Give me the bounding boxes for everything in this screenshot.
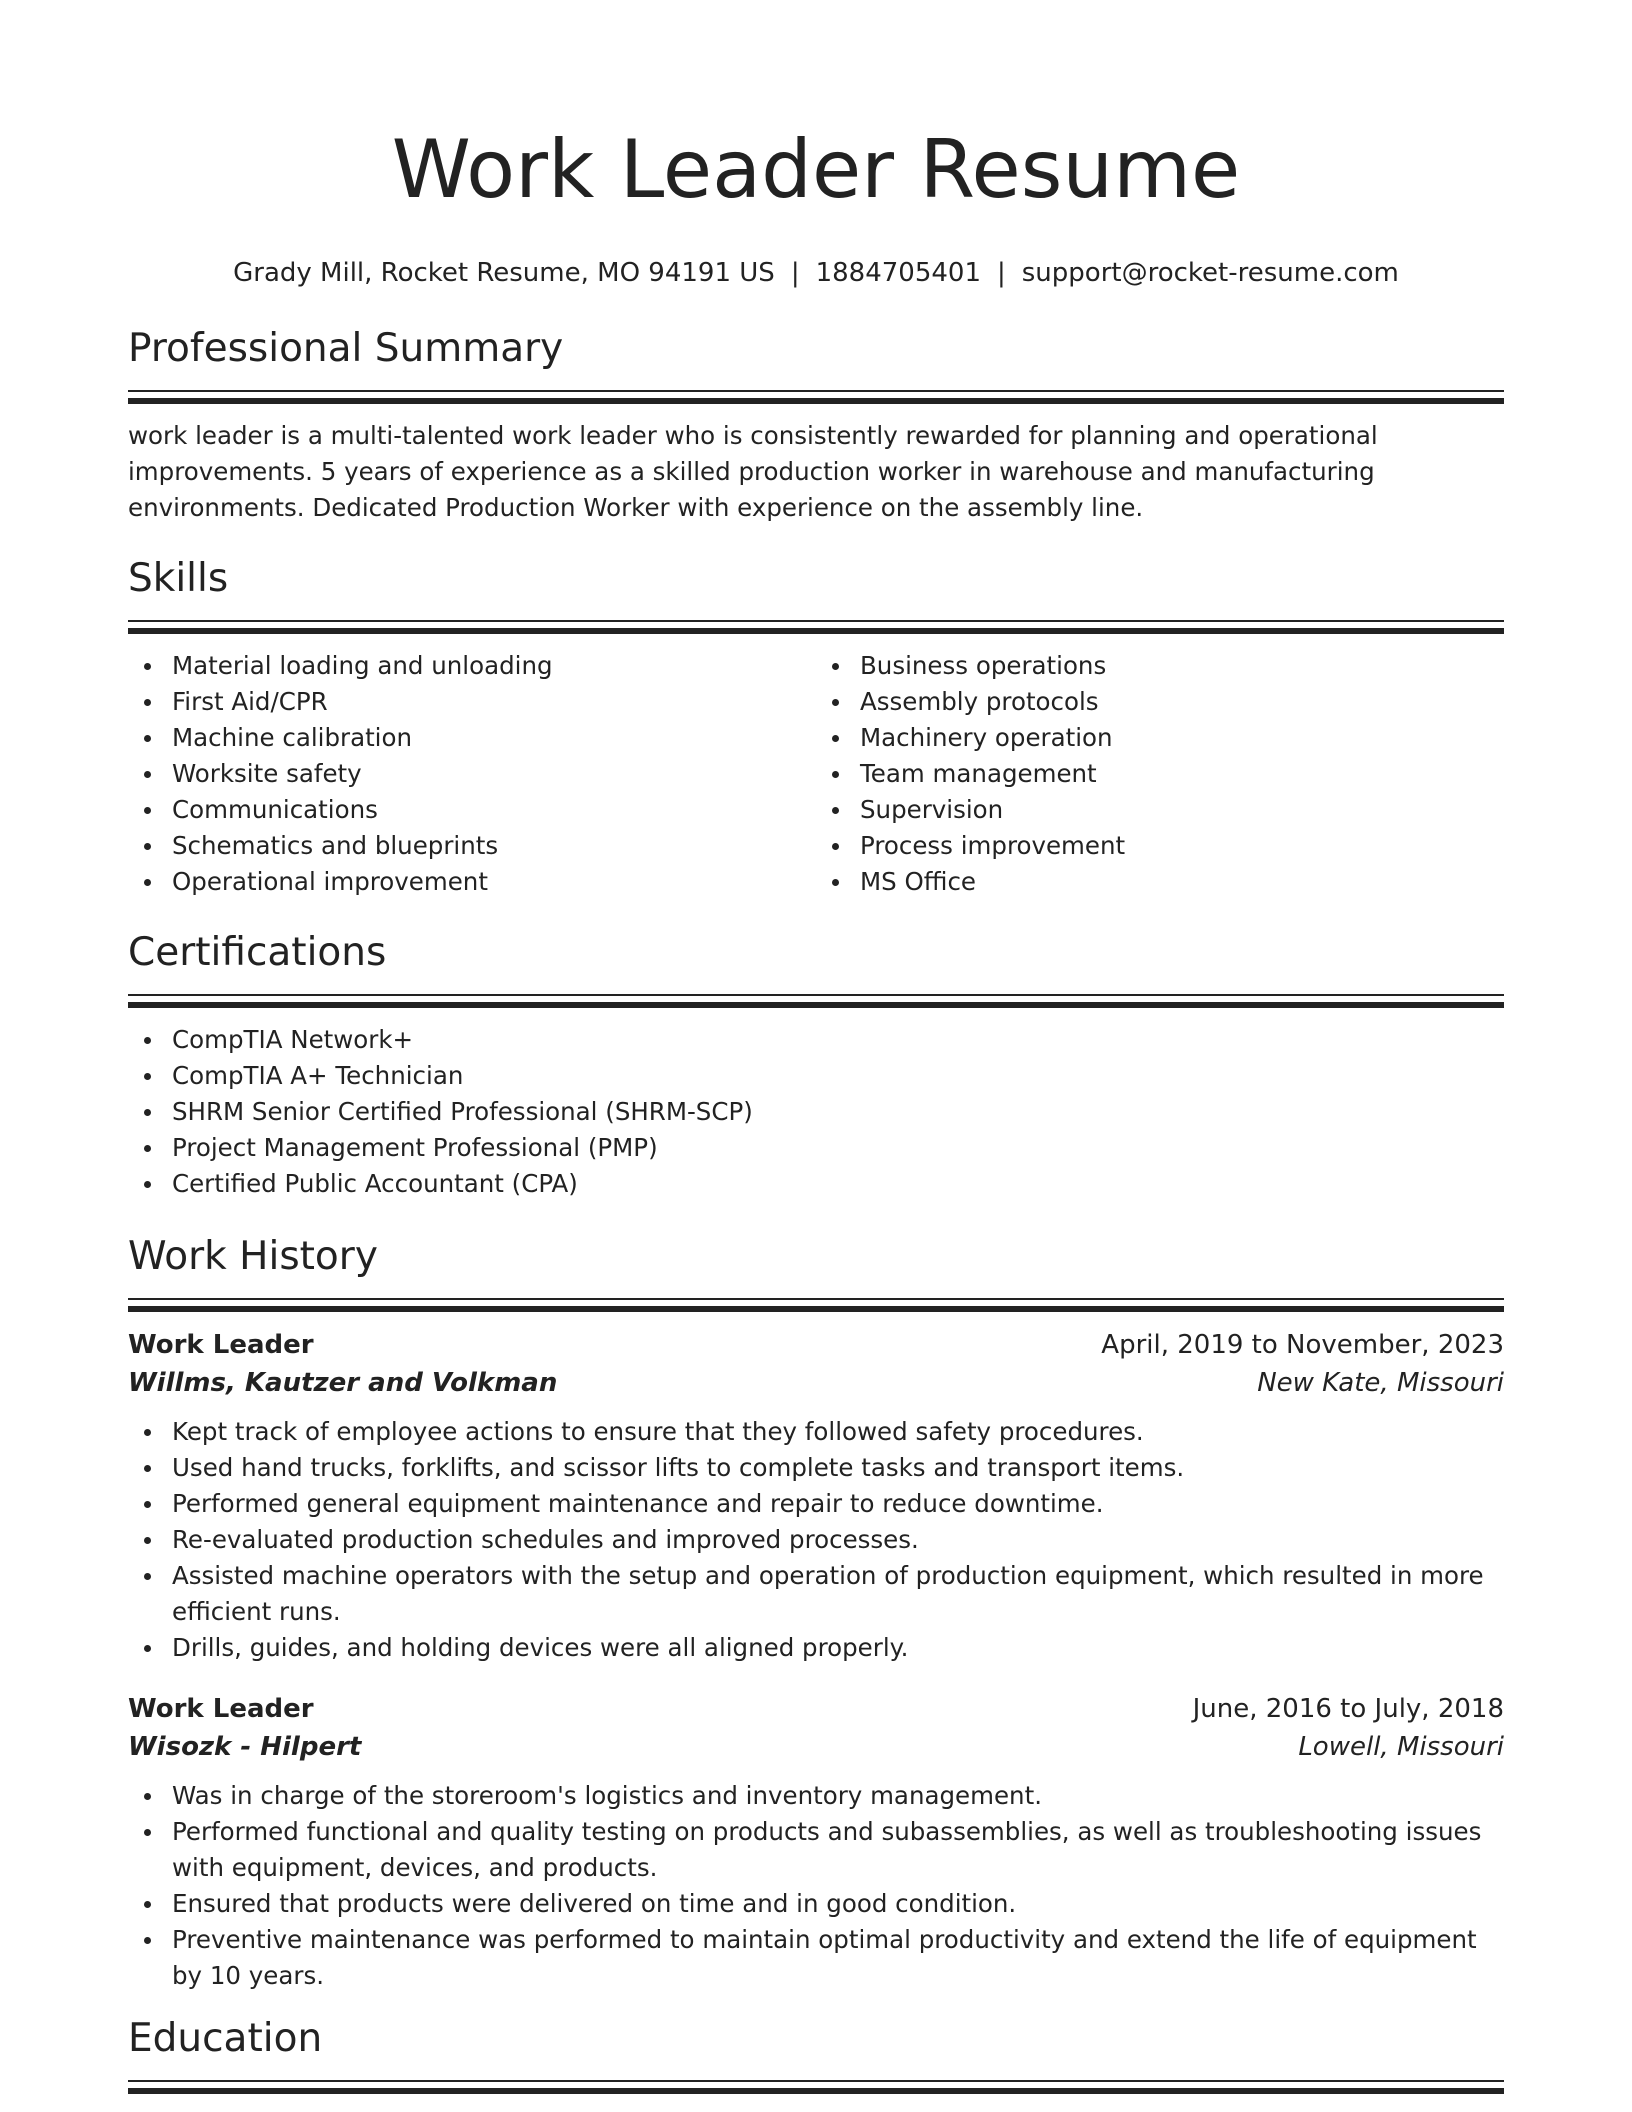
job-entry <box>128 1326 1504 1666</box>
contact-separator: | <box>997 258 1006 288</box>
job-duty-item: Assisted machine operators with the setup and operation of production equipment, which resulted in more efficient runs. <box>172 1558 1504 1630</box>
job-title: Work Leader <box>128 1694 314 1724</box>
certification-item: CompTIA Network+ <box>172 1022 1504 1058</box>
skills-section <box>128 554 1504 900</box>
contact-phone: 1884705401 <box>815 258 981 288</box>
job-duty-item: Re-evaluated production schedules and improved processes. <box>172 1522 1504 1558</box>
certification-item: Project Management Professional (PMP) <box>172 1130 1504 1166</box>
job-duty-item: Ensured that products were delivered on time and in good condition. <box>172 1886 1504 1922</box>
section-divider <box>128 2080 1504 2094</box>
contact-address: Grady Mill, Rocket Resume, MO 94191 US <box>233 258 775 288</box>
skills-columns <box>128 648 1504 900</box>
job-company: Willms, Kautzer and Volkman <box>128 1368 558 1398</box>
summary-heading: Professional Summary <box>128 326 564 371</box>
skill-item: Operational improvement <box>172 864 816 900</box>
job-header <box>128 1326 1504 1364</box>
job-duty-item: Used hand trucks, forklifts, and scissor lifts to complete tasks and transport items. <box>172 1450 1504 1486</box>
section-divider <box>128 620 1504 634</box>
skills-list-right <box>816 648 1504 900</box>
job-duty-item: Preventive maintenance was performed to maintain optimal productivity and extend the life of equipment by 10 years. <box>172 1922 1504 1994</box>
skill-item: MS Office <box>860 864 1504 900</box>
work-history-heading: Work History <box>128 1234 378 1279</box>
certifications-list <box>128 1022 1504 1202</box>
job-dates: April, 2019 to November, 2023 <box>1101 1330 1504 1360</box>
skill-item: Schematics and blueprints <box>172 828 816 864</box>
certification-item: Certified Public Accountant (CPA) <box>172 1166 1504 1202</box>
section-divider <box>128 1298 1504 1312</box>
resume-title: Work Leader Resume <box>391 123 1241 216</box>
job-subheader <box>128 1728 1504 1766</box>
skills-list-left <box>128 648 816 900</box>
job-duties-list <box>128 1414 1504 1666</box>
skill-item: Machinery operation <box>860 720 1504 756</box>
certifications-heading: Certifications <box>128 930 387 975</box>
skill-item: Material loading and unloading <box>172 648 816 684</box>
skill-item: Communications <box>172 792 816 828</box>
job-duty-item: Performed general equipment maintenance and repair to reduce downtime. <box>172 1486 1504 1522</box>
contact-email: support@rocket-resume.com <box>1021 258 1399 288</box>
certifications-section <box>128 928 1504 1202</box>
job-duty-item: Drills, guides, and holding devices were all aligned properly. <box>172 1630 1504 1666</box>
contact-separator: | <box>790 258 800 288</box>
skill-item: Worksite safety <box>172 756 816 792</box>
job-header <box>128 1690 1504 1728</box>
certification-item: CompTIA A+ Technician <box>172 1058 1504 1094</box>
section-divider <box>128 390 1504 404</box>
job-duty-item: Performed functional and quality testing on products and subassemblies, as well as troubleshooting issues with equipment, devices, and products. <box>172 1814 1504 1886</box>
skills-column-right <box>816 648 1504 900</box>
skill-item: Assembly protocols <box>860 684 1504 720</box>
job-duty-item: Kept track of employee actions to ensure that they followed safety procedures. <box>172 1414 1504 1450</box>
summary-text: work leader is a multi-talented work leader who is consistently rewarded for planning and operational improvements. 5 years of experience as a skilled production worker in warehouse and manufacturing environments. Dedicated Production Worker with experience on the assembly line. <box>128 421 1378 522</box>
contact-line <box>128 256 1504 290</box>
skill-item: Process improvement <box>860 828 1504 864</box>
job-location: Lowell, Missouri <box>1298 1732 1504 1762</box>
job-title: Work Leader <box>128 1330 314 1360</box>
job-subheader <box>128 1364 1504 1402</box>
skill-item: Machine calibration <box>172 720 816 756</box>
job-duties-list <box>128 1778 1504 1994</box>
job-location: New Kate, Missouri <box>1257 1368 1504 1398</box>
skill-item: Supervision <box>860 792 1504 828</box>
skill-item: Business operations <box>860 648 1504 684</box>
job-duty-item: Was in charge of the storeroom's logistics and inventory management. <box>172 1778 1504 1814</box>
education-section <box>128 2014 1504 2094</box>
job-company: Wisozk - Hilpert <box>128 1732 362 1762</box>
summary-section <box>128 324 1504 526</box>
job-dates: June, 2016 to July, 2018 <box>1192 1694 1504 1724</box>
skill-item: Team management <box>860 756 1504 792</box>
section-divider <box>128 994 1504 1008</box>
skills-column-left <box>128 648 816 900</box>
job-entry <box>128 1690 1504 1994</box>
skill-item: First Aid/CPR <box>172 684 816 720</box>
certification-item: SHRM Senior Certified Professional (SHRM-SCP) <box>172 1094 1504 1130</box>
work-history-section <box>128 1232 1504 1994</box>
skills-heading: Skills <box>128 556 229 601</box>
education-heading: Education <box>128 2016 323 2061</box>
